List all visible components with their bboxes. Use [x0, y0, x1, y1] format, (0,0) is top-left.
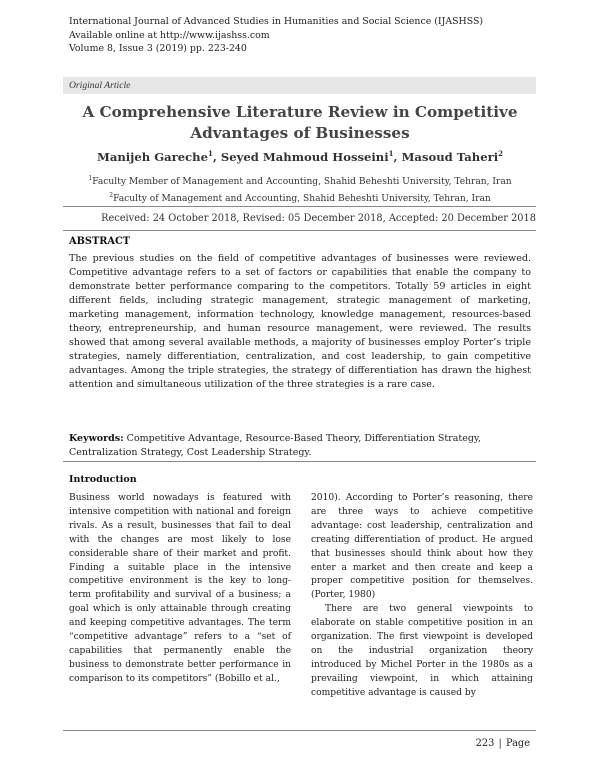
author-name: Masoud Taheri: [401, 149, 499, 164]
footer-divider: [63, 730, 536, 731]
journal-volume: Volume 8, Issue 3 (2019) pp. 223-240: [69, 43, 247, 54]
abstract-text: The previous studies on the field of competitive advantages of businesses were reviewed. Competitive advantage refers to a set of factors or capabilities that enable the company to demonstrate better performance comparing to the competitors. Totally 59 articles in eight different fields, including strategic management, strategic management of marketing, marketing management, information technology, knowledge management, resources-based theory, entrepreneurship, and human resource management, were reviewed. The results showed that among several available methods, a majority of businesses employ Porter’s triple strategies, namely differentiation, centralization, and cost leadership, to gain competitive advantages. Among the triple strategies, the strategy of differentiation has drawn the highest attention and simultaneous utilization of the three strategies is a rare case.: [69, 253, 531, 390]
paper-title: A Comprehensive Literature Review in Competitive Advantages of Businesses: [82, 103, 518, 142]
affiliation: [60, 172, 540, 189]
body-column-right: [311, 492, 533, 701]
affiliation-text: Faculty of Management and Accounting, Shahid Beheshti University, Tehran, Iran: [113, 194, 491, 205]
page-label: Page: [505, 738, 530, 749]
author-separator: ,: [393, 149, 402, 164]
author-name: Manijeh Gareche: [96, 149, 208, 164]
journal-name: International Journal of Advanced Studies in Humanities and Social Science (IJASHSS): [69, 16, 484, 27]
author-separator: ,: [212, 149, 221, 164]
author-list: [60, 149, 540, 164]
keywords-divider: [63, 461, 536, 462]
affiliation-text: Faculty Member of Management and Accounting, Shahid Beheshti University, Tehran, Iran: [92, 177, 512, 188]
keywords: [69, 432, 539, 459]
dates-divider: [63, 230, 536, 231]
affiliation-list: [60, 172, 540, 206]
top-divider: [63, 206, 536, 207]
paragraph: 2010). According to Porter’s reasoning, there are three ways to achieve competitive advantage: cost leadership, centralization and creating differentiation of product. He argued that businesses should think about how they enter a market and then create and keep a proper competitive position for themselves. (Porter, 1980): [311, 493, 533, 601]
body-column-left: [69, 492, 291, 687]
page-number: 223: [475, 738, 495, 749]
author-affiliation-marker: 2: [498, 149, 503, 158]
author-affiliation-marker: 1: [207, 149, 213, 158]
keywords-text: Competitive Advantage, Resource-Based Theory, Differentiation Strategy, Centralization Strategy, Cost Leadership Strategy.: [69, 433, 482, 458]
article-type-label: Original Article: [69, 80, 131, 91]
page-separator: |: [498, 738, 502, 749]
submission-dates: Received: 24 October 2018, Revised: 05 December 2018, Accepted: 20 December 2018: [101, 213, 536, 224]
paragraph: There are two general viewpoints to elaborate on stable competitive position in an organization. The first viewpoint is developed on the industrial organization theory introduced by Michel Porter in the 1980s as a prevailing viewpoint, in which attaining competitive advantage is caused by: [311, 604, 533, 698]
page-footer: [360, 738, 530, 749]
paragraph: Business world nowadays is featured with intensive competition with national and foreign rivals. As a result, businesses that fail to deal with the changes are most likely to lose considerable share of their market and profit. Finding a suitable place in the intensive competitive environment is the key to long-term profitability and survival of a business; a goal which is only attainable through creating and keeping competitive advantages. The term “competitive advantage” refers to a “set of capabilities that permanently enable the business to demonstrate better performance in comparison to its competitors” (Bobillo et al.,: [69, 493, 291, 684]
journal-header: [69, 15, 539, 56]
author-name: Seyed Mahmoud Hosseini: [220, 149, 389, 164]
article-type-band: [63, 77, 536, 94]
affiliation-marker: 1: [88, 175, 93, 182]
introduction-heading: Introduction: [69, 474, 137, 485]
affiliation-marker: 2: [109, 192, 114, 200]
keywords-label: Keywords:: [69, 433, 124, 444]
affiliation: [60, 189, 540, 206]
journal-url: Available online at http://www.ijashss.com: [69, 29, 270, 41]
abstract-heading: ABSTRACT: [69, 236, 131, 247]
author-affiliation-marker: 1: [388, 149, 394, 158]
